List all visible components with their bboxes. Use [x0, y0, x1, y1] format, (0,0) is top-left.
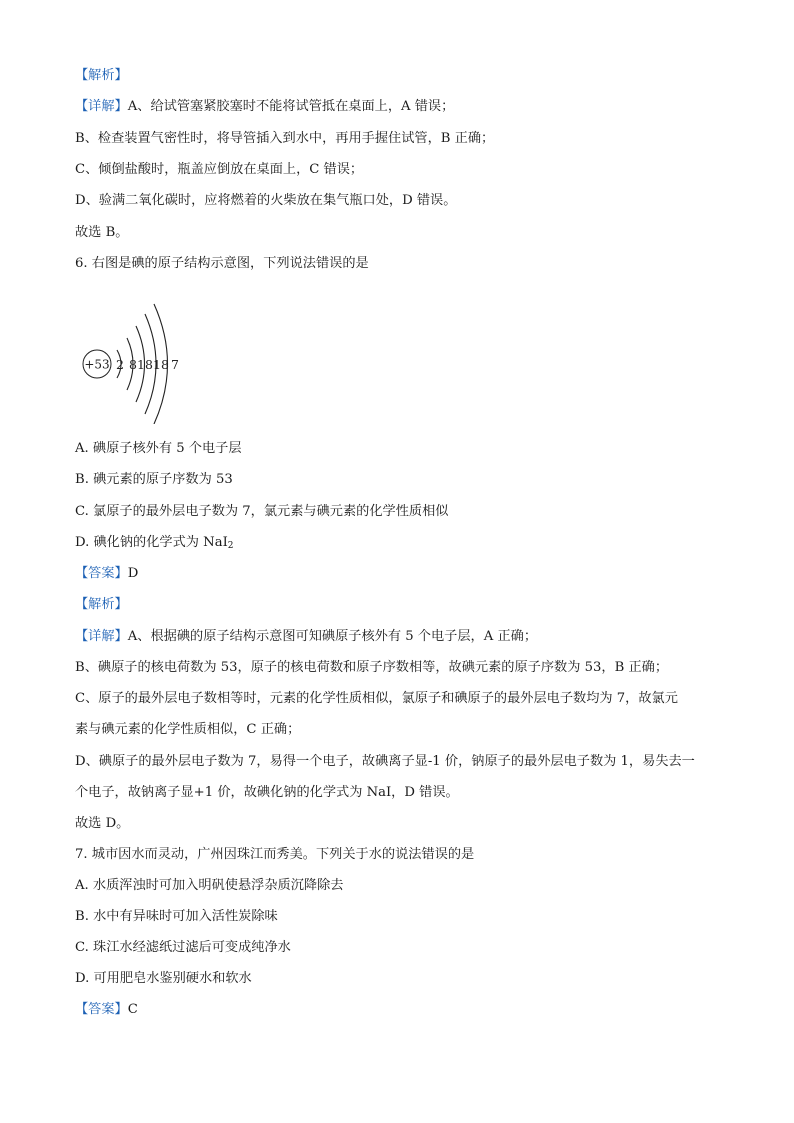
q6-analysis-line-c2: 素与碘元素的化学性质相似，C 正确；	[75, 722, 301, 737]
question-6-stem: 6. 右图是碘的原子结构示意图，下列说法错误的是	[75, 256, 369, 271]
q6-analysis-line-d1: D、碘原子的最外层电子数为 7，易得一个电子，故碘离子显-1 价，钠原子的最外层电子数为 1，易失去一	[75, 754, 695, 769]
detail-text: A、给试管塞紧胶塞时不能将试管抵在桌面上，A 错误；	[127, 99, 455, 114]
q7-answer-line	[75, 1001, 138, 1019]
q6-conclusion: 故选 D。	[75, 816, 130, 831]
q6-analysis-line-d2: 个电子，故钠离子显+1 价，故碘化钠的化学式为 NaI，D 错误。	[75, 785, 459, 800]
detail-line	[75, 98, 454, 116]
q6-answer-line	[75, 565, 138, 583]
iodine-atom-structure-diagram	[80, 292, 190, 424]
analysis-line-c: C、倾倒盐酸时，瓶盖应倒放在桌面上，C 错误；	[75, 162, 364, 177]
q6-analysis-line-b: B、碘原子的核电荷数为 53，原子的核电荷数和原子序数相等，故碘元素的原子序数为 53，B 正确；	[75, 660, 669, 675]
analysis-label: 【解析】	[75, 68, 128, 83]
q7-option-d: D. 可用肥皂水鉴别硬水和软水	[75, 971, 252, 986]
q6-analysis-line-c1: C、原子的最外层电子数相等时，元素的化学性质相似，氯原子和碘原子的最外层电子数均为 7，故氯元	[75, 691, 678, 706]
answer-label: 【答案】	[75, 1002, 128, 1017]
shell-1-count: 2	[116, 357, 124, 372]
conclusion: 故选 B。	[75, 225, 129, 240]
shell-4-count: 18	[153, 357, 169, 372]
detail-text: A、根据碘的原子结构示意图可知碘原子核外有 5 个电子层，A 正确；	[127, 629, 538, 644]
analysis-label: 【解析】	[75, 597, 128, 612]
answer-value: C	[127, 1002, 138, 1017]
nucleus-charge: +53	[84, 357, 110, 372]
shell-5-count: 7	[171, 357, 179, 372]
answer-label: 【答案】	[75, 566, 128, 581]
q6-option-a: A. 碘原子核外有 5 个电子层	[75, 441, 242, 456]
detail-label: 【详解】	[75, 99, 128, 114]
q7-option-c: C. 珠江水经滤纸过滤后可变成纯净水	[75, 940, 291, 955]
question-7-stem: 7. 城市因水而灵动，广州因珠江而秀美。下列关于水的说法错误的是	[75, 847, 475, 862]
q7-option-a: A. 水质浑浊时可加入明矾使悬浮杂质沉降除去	[75, 878, 344, 893]
q6-option-b: B. 碘元素的原子序数为 53	[75, 472, 233, 487]
q6-option-d-subscript: 2	[227, 541, 234, 551]
detail-label: 【详解】	[75, 629, 128, 644]
q6-detail-line	[75, 628, 537, 646]
analysis-line-d: D、验满二氧化碳时，应将燃着的火柴放在集气瓶口处，D 错误。	[75, 193, 457, 208]
q6-option-c: C. 氯原子的最外层电子数为 7，氯元素与碘元素的化学性质相似	[75, 504, 449, 519]
q7-option-b: B. 水中有异味时可加入活性炭除味	[75, 909, 278, 924]
q6-option-d	[75, 534, 234, 555]
answer-value: D	[127, 566, 139, 581]
shell-3-count: 18	[137, 357, 153, 372]
q6-option-d-text: D. 碘化钠的化学式为 NaI	[75, 535, 228, 550]
analysis-line-b: B、检查装置气密性时，将导管插入到水中，再用手握住试管，B 正确；	[75, 131, 495, 146]
shell-2-count: 8	[129, 357, 137, 372]
